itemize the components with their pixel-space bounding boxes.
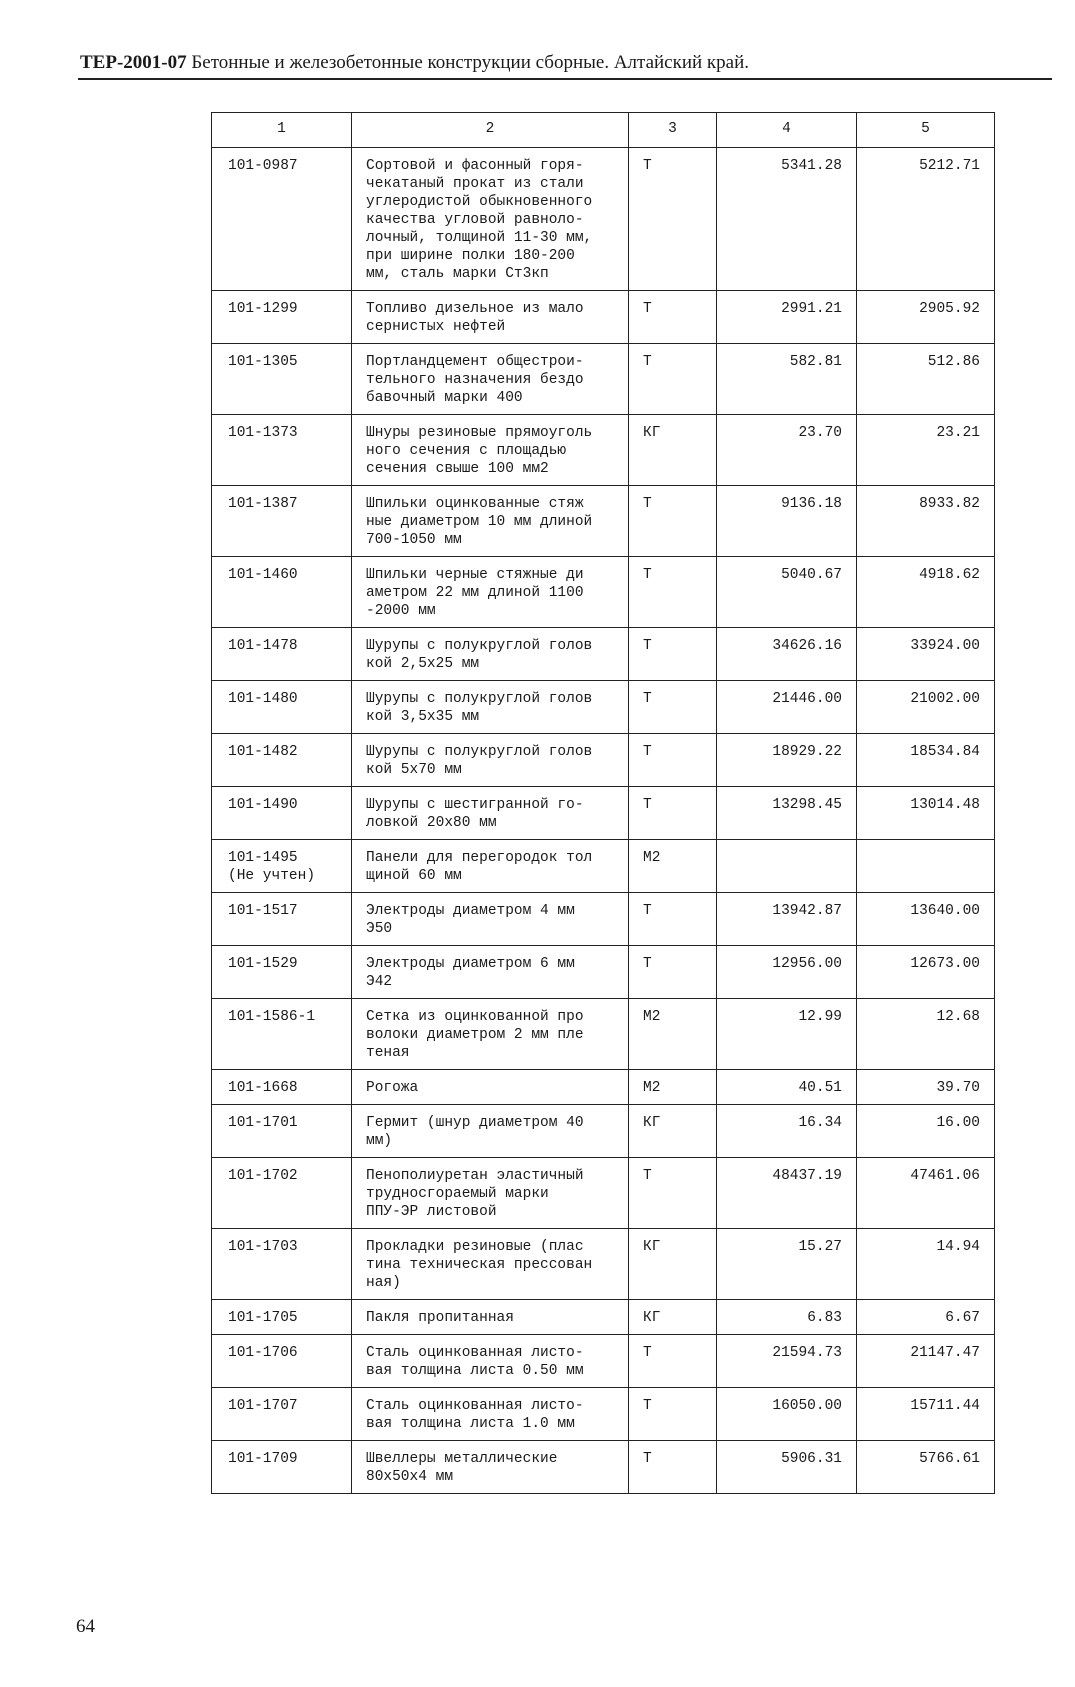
- resource-name-cell: Гермит (шнур диаметром 40 мм): [352, 1105, 629, 1158]
- table-row: [212, 1158, 995, 1229]
- column-header: 3: [629, 113, 717, 148]
- resource-code-cell: 101-1460: [212, 557, 352, 628]
- unit-cell: Т: [629, 787, 717, 840]
- price-cell: 16050.00: [717, 1388, 857, 1441]
- price-cell: 9136.18: [717, 486, 857, 557]
- document-title: Бетонные и железобетонные конструкции сборные. Алтайский край.: [191, 52, 750, 73]
- price-cell: 13640.00: [857, 893, 995, 946]
- price-cell: 5766.61: [857, 1441, 995, 1494]
- unit-cell: Т: [629, 291, 717, 344]
- price-cell: [717, 840, 857, 893]
- column-header: 5: [857, 113, 995, 148]
- resource-name-cell: Топливо дизельное из мало сернистых нефтей: [352, 291, 629, 344]
- table-row: [212, 1335, 995, 1388]
- price-table: [211, 112, 995, 1494]
- resource-code-cell: 101-1495 (Не учтен): [212, 840, 352, 893]
- table-row: [212, 557, 995, 628]
- resource-code-cell: 101-1529: [212, 946, 352, 999]
- resource-name-cell: Панели для перегородок тол щиной 60 мм: [352, 840, 629, 893]
- unit-cell: КГ: [629, 1300, 717, 1335]
- table-row: [212, 344, 995, 415]
- resource-code-cell: 101-1701: [212, 1105, 352, 1158]
- resource-code-cell: 101-1707: [212, 1388, 352, 1441]
- price-cell: 512.86: [857, 344, 995, 415]
- price-cell: 582.81: [717, 344, 857, 415]
- price-cell: 13298.45: [717, 787, 857, 840]
- resource-code-cell: 101-1299: [212, 291, 352, 344]
- price-cell: 16.00: [857, 1105, 995, 1158]
- resource-name-cell: Шпильки оцинкованные стяж ные диаметром 10 мм длиной 700-1050 мм: [352, 486, 629, 557]
- resource-code-cell: 101-1387: [212, 486, 352, 557]
- price-cell: 2905.92: [857, 291, 995, 344]
- table-row: [212, 681, 995, 734]
- unit-cell: Т: [629, 628, 717, 681]
- price-cell: 34626.16: [717, 628, 857, 681]
- table-row: [212, 291, 995, 344]
- resource-code-cell: 101-1478: [212, 628, 352, 681]
- resource-name-cell: Шурупы с шестигранной го- ловкой 20х80 мм: [352, 787, 629, 840]
- price-cell: 12673.00: [857, 946, 995, 999]
- resource-name-cell: Пенополиуретан эластичный трудносгораемый марки ППУ-ЭР листовой: [352, 1158, 629, 1229]
- price-cell: 16.34: [717, 1105, 857, 1158]
- price-cell: 14.94: [857, 1229, 995, 1300]
- price-cell: 12.68: [857, 999, 995, 1070]
- resource-name-cell: Сетка из оцинкованной про волоки диаметром 2 мм пле теная: [352, 999, 629, 1070]
- unit-cell: М2: [629, 999, 717, 1070]
- table-row: [212, 1388, 995, 1441]
- resource-name-cell: Шпильки черные стяжные ди аметром 22 мм длиной 1100 -2000 мм: [352, 557, 629, 628]
- price-cell: 6.83: [717, 1300, 857, 1335]
- unit-cell: КГ: [629, 1229, 717, 1300]
- resource-code-cell: 101-1517: [212, 893, 352, 946]
- resource-code-cell: 101-1706: [212, 1335, 352, 1388]
- price-cell: 15711.44: [857, 1388, 995, 1441]
- column-header: 1: [212, 113, 352, 148]
- table-row: [212, 415, 995, 486]
- price-cell: 40.51: [717, 1070, 857, 1105]
- resource-code-cell: 101-1668: [212, 1070, 352, 1105]
- price-cell: 33924.00: [857, 628, 995, 681]
- table-row: [212, 486, 995, 557]
- price-cell: 23.70: [717, 415, 857, 486]
- table-row: [212, 893, 995, 946]
- table-row: [212, 946, 995, 999]
- resource-code-cell: 101-1703: [212, 1229, 352, 1300]
- unit-cell: Т: [629, 893, 717, 946]
- table-header-row: [212, 113, 995, 148]
- resource-name-cell: Электроды диаметром 6 мм Э42: [352, 946, 629, 999]
- table-row: [212, 787, 995, 840]
- price-cell: 39.70: [857, 1070, 995, 1105]
- resource-code-cell: 101-1586-1: [212, 999, 352, 1070]
- price-cell: 5906.31: [717, 1441, 857, 1494]
- resource-name-cell: Сталь оцинкованная листо- вая толщина листа 1.0 мм: [352, 1388, 629, 1441]
- table-row: [212, 1441, 995, 1494]
- price-cell: 5212.71: [857, 148, 995, 291]
- price-cell: 6.67: [857, 1300, 995, 1335]
- column-header: 2: [352, 113, 629, 148]
- unit-cell: Т: [629, 1441, 717, 1494]
- resource-name-cell: Пакля пропитанная: [352, 1300, 629, 1335]
- table-row: [212, 628, 995, 681]
- resource-code-cell: 101-1702: [212, 1158, 352, 1229]
- resource-name-cell: Шурупы с полукруглой голов кой 3,5х35 мм: [352, 681, 629, 734]
- resource-code-cell: 101-1490: [212, 787, 352, 840]
- unit-cell: КГ: [629, 1105, 717, 1158]
- unit-cell: Т: [629, 1335, 717, 1388]
- resource-name-cell: Шнуры резиновые прямоуголь ного сечения с площадью сечения свыше 100 мм2: [352, 415, 629, 486]
- price-cell: 23.21: [857, 415, 995, 486]
- document-code: ТЕР-2001-07: [80, 52, 187, 73]
- resource-code-cell: 101-1709: [212, 1441, 352, 1494]
- price-cell: [857, 840, 995, 893]
- table-row: [212, 1229, 995, 1300]
- price-cell: 18534.84: [857, 734, 995, 787]
- table-row: [212, 1105, 995, 1158]
- unit-cell: Т: [629, 946, 717, 999]
- unit-cell: Т: [629, 486, 717, 557]
- resource-name-cell: Электроды диаметром 4 мм Э50: [352, 893, 629, 946]
- unit-cell: Т: [629, 734, 717, 787]
- header-divider: [78, 78, 1052, 80]
- unit-cell: М2: [629, 840, 717, 893]
- resource-name-cell: Прокладки резиновые (плас тина техническая прессован ная): [352, 1229, 629, 1300]
- price-cell: 21594.73: [717, 1335, 857, 1388]
- unit-cell: Т: [629, 148, 717, 291]
- price-cell: 21147.47: [857, 1335, 995, 1388]
- price-cell: 21446.00: [717, 681, 857, 734]
- price-cell: 13014.48: [857, 787, 995, 840]
- table-row: [212, 999, 995, 1070]
- price-cell: 15.27: [717, 1229, 857, 1300]
- price-cell: 48437.19: [717, 1158, 857, 1229]
- resource-name-cell: Шурупы с полукруглой голов кой 5х70 мм: [352, 734, 629, 787]
- table-row: [212, 148, 995, 291]
- resource-name-cell: Шурупы с полукруглой голов кой 2,5х25 мм: [352, 628, 629, 681]
- resource-code-cell: 101-1482: [212, 734, 352, 787]
- price-cell: 5341.28: [717, 148, 857, 291]
- unit-cell: Т: [629, 681, 717, 734]
- resource-name-cell: Швеллеры металлические 80х50х4 мм: [352, 1441, 629, 1494]
- unit-cell: Т: [629, 557, 717, 628]
- resource-name-cell: Рогожа: [352, 1070, 629, 1105]
- resource-code-cell: 101-0987: [212, 148, 352, 291]
- table-row: [212, 1070, 995, 1105]
- price-cell: 5040.67: [717, 557, 857, 628]
- unit-cell: КГ: [629, 415, 717, 486]
- column-header: 4: [717, 113, 857, 148]
- resource-name-cell: Сталь оцинкованная листо- вая толщина листа 0.50 мм: [352, 1335, 629, 1388]
- unit-cell: Т: [629, 1158, 717, 1229]
- unit-cell: Т: [629, 1388, 717, 1441]
- price-cell: 18929.22: [717, 734, 857, 787]
- table-row: [212, 734, 995, 787]
- price-cell: 13942.87: [717, 893, 857, 946]
- resource-name-cell: Портландцемент общестрои- тельного назначения бездо бавочный марки 400: [352, 344, 629, 415]
- table-row: [212, 1300, 995, 1335]
- price-cell: 47461.06: [857, 1158, 995, 1229]
- price-cell: 21002.00: [857, 681, 995, 734]
- resource-name-cell: Сортовой и фасонный горя- чекатаный прокат из стали углеродистой обыкновенного качества угловой равноло- лочный, толщиной 11-30 мм, при ширине полки 180-200 мм, сталь марки Ст3кп: [352, 148, 629, 291]
- price-cell: 4918.62: [857, 557, 995, 628]
- unit-cell: Т: [629, 344, 717, 415]
- page-number: 64: [76, 1616, 95, 1637]
- resource-code-cell: 101-1480: [212, 681, 352, 734]
- resource-code-cell: 101-1305: [212, 344, 352, 415]
- price-cell: 2991.21: [717, 291, 857, 344]
- unit-cell: М2: [629, 1070, 717, 1105]
- price-cell: 12.99: [717, 999, 857, 1070]
- price-cell: 12956.00: [717, 946, 857, 999]
- resource-code-cell: 101-1705: [212, 1300, 352, 1335]
- page-header: [80, 52, 1050, 74]
- resource-code-cell: 101-1373: [212, 415, 352, 486]
- price-cell: 8933.82: [857, 486, 995, 557]
- table-row: [212, 840, 995, 893]
